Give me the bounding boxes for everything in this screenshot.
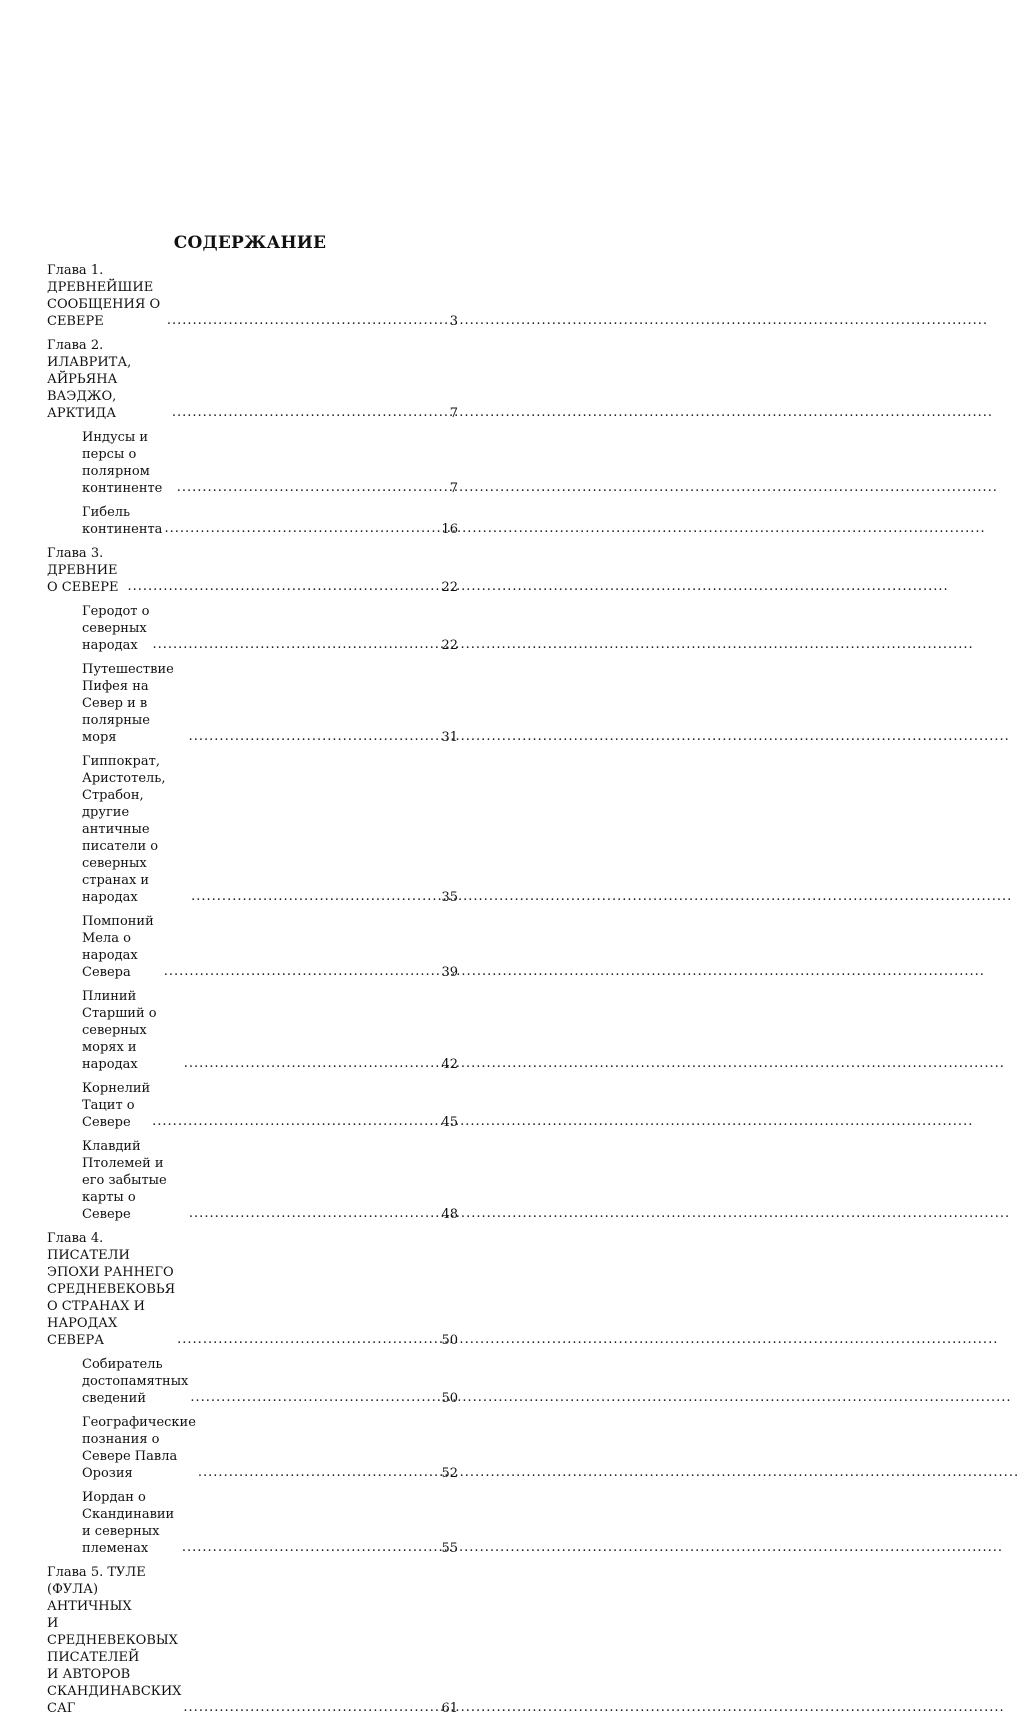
toc-entry-text: Гибель континента [82,505,163,537]
toc-page-number: 45 [441,1115,458,1130]
dot-leader [167,312,448,329]
toc-entry-text: Помпоний Мела о народах Севера [82,914,154,980]
toc-entry-text: Гиппократ, Аристотель, Страбон, другие античные писатели о северных странах и народах [82,754,166,905]
toc-section [82,603,458,654]
dot-leader [127,578,439,595]
toc-page-number: 7 [449,406,458,421]
toc-entry-text: Глава 5. ТУЛЕ (ФУЛА) АНТИЧНЫХ И СРЕДНЕВЕКОВЫХ ПИСАТЕЛЕЙ И АВТОРОВ СКАНДИНАВСКИХ САГ [47,1565,182,1716]
toc-section [82,1356,458,1407]
toc-page-number: 7 [449,481,458,496]
toc-section [82,429,458,497]
toc-entry-text: Собиратель достопамятных сведений [82,1357,189,1406]
dot-leader [153,636,440,653]
toc-entry-text: Глава 1. ДРЕВНЕЙШИЕ СООБЩЕНИЯ О СЕВЕРЕ [47,263,161,329]
toc-entry-text: Индусы и персы о полярном континенте [82,430,163,496]
dot-leader [152,1113,439,1130]
toc-page-number: 31 [441,730,458,745]
toc-entry-text: Глава 2. ИЛАВРИТА, АЙРЬЯНА ВАЭДЖО, АРКТИДА [47,338,132,421]
toc-section [82,504,458,538]
toc-entry-text: Клавдий Птолемей и его забытые карты о Севере [82,1139,167,1222]
toc-chapter-4 [47,1230,458,1349]
toc-section [82,988,458,1073]
toc-page-number: 52 [441,1466,458,1481]
dot-leader [172,404,448,421]
toc-chapter-1 [47,262,458,330]
toc-chapter-5 [47,1564,458,1717]
dot-leader [189,1205,440,1222]
toc-page-number: 35 [441,890,458,905]
dot-leader [189,728,440,745]
toc-entry-text: Геродот о северных народах [82,604,150,653]
toc-section [82,1080,458,1131]
toc-section [82,1489,458,1557]
toc-page-number: 55 [441,1541,458,1556]
toc-chapter-2 [47,337,458,422]
dot-leader [177,479,448,496]
toc-page-number: 22 [441,638,458,653]
toc-page-number: 48 [441,1207,458,1222]
toc-page-number: 16 [441,522,458,537]
dot-leader [182,1539,440,1556]
dot-leader [183,1699,439,1716]
toc-section [82,661,458,746]
toc-section [82,753,458,906]
toc-page-number: 22 [441,580,458,595]
toc-section [82,1414,458,1482]
toc-page-number: 39 [441,965,458,980]
toc-page-number: 50 [441,1391,458,1406]
toc-page-number: 61 [441,1701,458,1716]
dot-leader [177,1331,439,1348]
toc-entry-text: Путешествие Пифея на Север и в полярные моря [82,662,174,745]
dot-leader [164,963,440,980]
dot-leader [164,520,439,537]
toc-entry-text: Корнелий Тацит о Севере [82,1081,151,1130]
dot-leader [184,1055,440,1072]
toc-chapter-3 [47,545,458,596]
toc-page-number: 50 [441,1333,458,1348]
toc-section [82,1138,458,1223]
contents-title: СОДЕРЖАНИЕ [173,233,327,253]
dot-leader [198,1464,440,1481]
toc-section [82,913,458,981]
dot-leader [190,1389,439,1406]
toc-entry-text: Географические познания о Севере Павла Орозия [82,1415,196,1481]
toc-entry-text: Глава 3. ДРЕВНИЕ О СЕВЕРЕ [47,546,119,595]
table-of-contents [47,262,458,1724]
dot-leader [191,888,439,905]
toc-entry-text: Глава 4. ПИСАТЕЛИ ЭПОХИ РАННЕГО СРЕДНЕВЕКОВЬЯ О СТРАНАХ И НАРОДАХ СЕВЕРА [47,1231,176,1348]
toc-page-number: 3 [449,314,458,329]
book-page [0,0,500,1716]
toc-page-number: 42 [441,1057,458,1072]
toc-entry-text: Иордан о Скандинавии и северных племенах [82,1490,175,1556]
toc-entry-text: Плиний Старший о северных морях и народах [82,989,157,1072]
